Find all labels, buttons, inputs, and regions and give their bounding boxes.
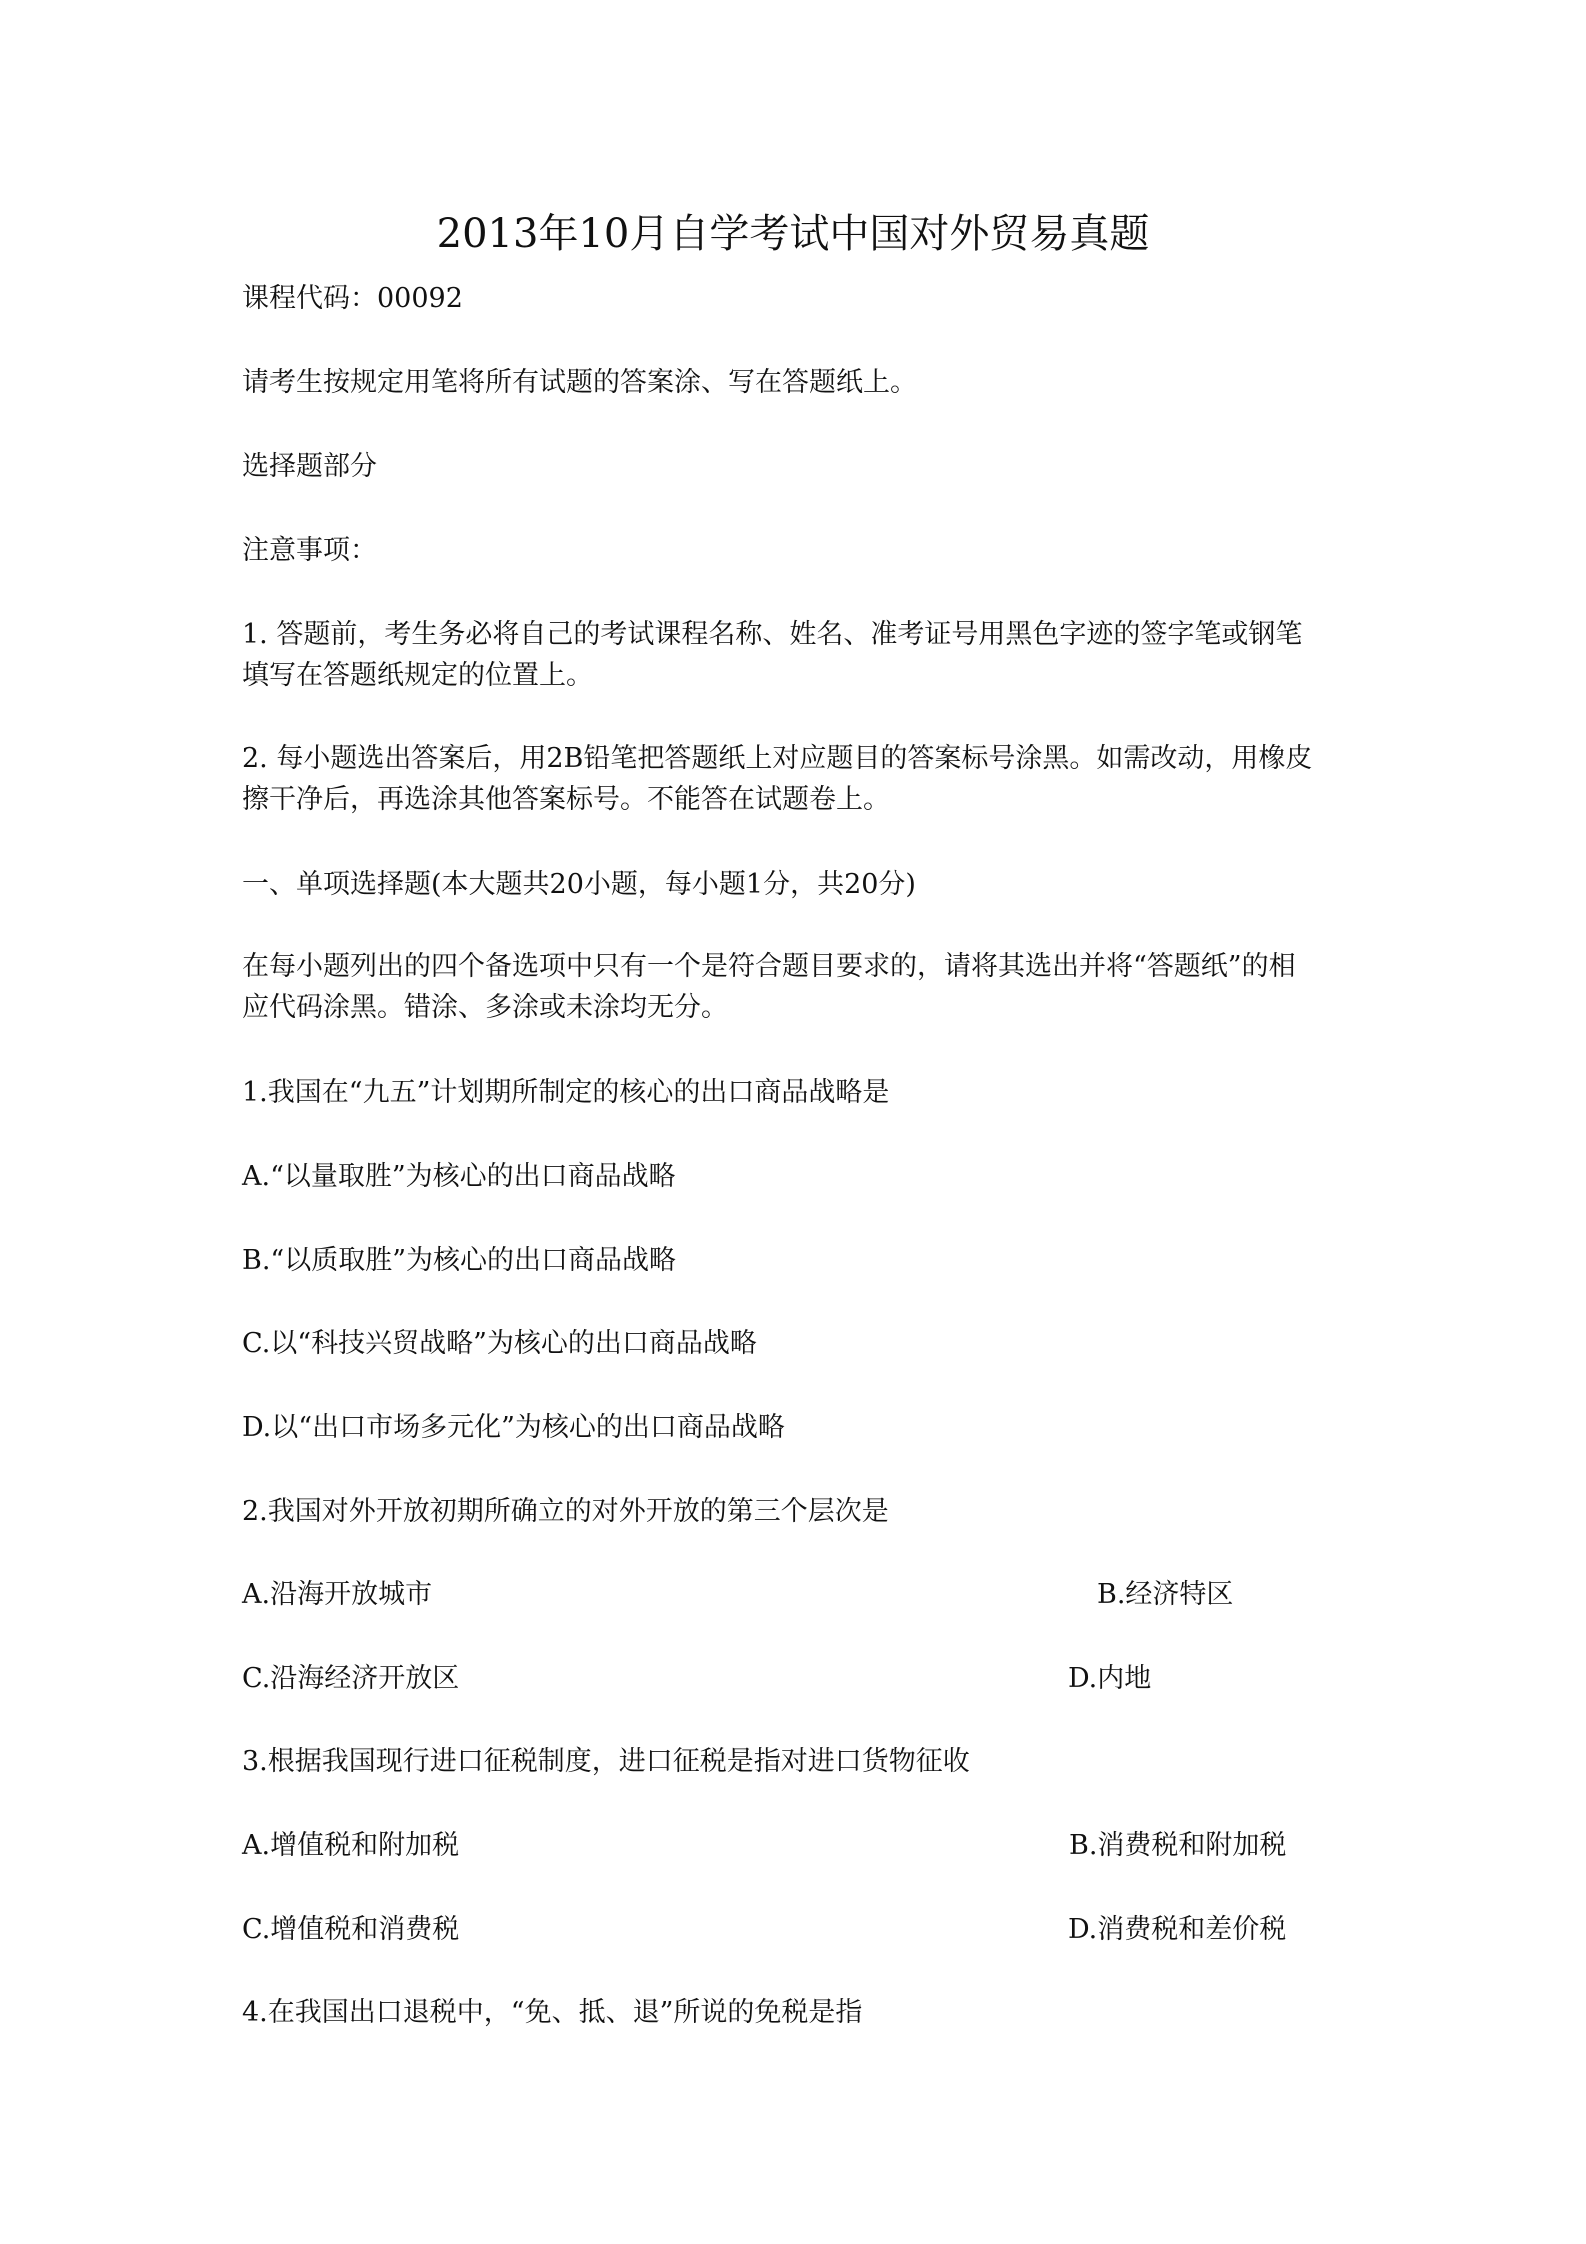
part-1-desc-line-2: 应代码涂黑。错涂、多涂或未涂均无分。 [242,992,728,1023]
question-2-option-b: B.经济特区 [1097,1579,1234,1610]
note-1-line-2: 填写在答题纸规定的位置上。 [242,660,593,691]
note-2-line-2: 擦干净后，再选涂其他答案标号。不能答在试题卷上。 [242,784,890,815]
question-1-option-b: B.“以质取胜”为核心的出口商品战略 [242,1245,677,1276]
section-label: 选择题部分 [242,451,377,482]
question-1-stem: 1.我国在“九五”计划期所制定的核心的出口商品战略是 [242,1077,890,1108]
question-3-stem: 3.根据我国现行进口征税制度，进口征税是指对进口货物征收 [242,1746,970,1777]
question-1-option-a: A.“以量取胜”为核心的出口商品战略 [242,1161,676,1192]
question-2-option-a: A.沿海开放城市 [242,1579,433,1610]
part-1-desc-line-1: 在每小题列出的四个备选项中只有一个是符合题目要求的，请将其选出并将“答题纸”的相 [242,951,1296,982]
question-3-option-d: D.消费税和差价税 [1068,1914,1287,1945]
notes-label: 注意事项： [242,535,377,566]
instruction-text: 请考生按规定用笔将所有试题的答案涂、写在答题纸上。 [242,367,917,398]
page-title: 2013年10月自学考试中国对外贸易真题 [436,211,1150,257]
question-2-option-d: D.内地 [1068,1663,1152,1694]
note-2-line-1: 2. 每小题选出答案后，用2B铅笔把答题纸上对应题目的答案标号涂黑。如需改动，用橡皮 [242,743,1313,774]
part-1-heading: 一、单项选择题(本大题共20小题，每小题1分，共20分) [242,869,916,900]
question-2-option-c: C.沿海经济开放区 [242,1663,460,1694]
question-2-stem: 2.我国对外开放初期所确立的对外开放的第三个层次是 [242,1496,889,1527]
question-1-option-c: C.以“科技兴贸战略”为核心的出口商品战略 [242,1328,757,1359]
question-4-stem: 4.在我国出口退税中，“免、抵、退”所说的免税是指 [242,1997,863,2028]
question-3-option-a: A.增值税和附加税 [242,1830,460,1861]
question-3-option-b: B.消费税和附加税 [1069,1830,1287,1861]
question-1-option-d: D.以“出口市场多元化”为核心的出口商品战略 [242,1412,785,1443]
question-3-option-c: C.增值税和消费税 [242,1914,460,1945]
course-code: 课程代码：00092 [242,283,463,314]
note-1-line-1: 1. 答题前，考生务必将自己的考试课程名称、姓名、准考证号用黑色字迹的签字笔或钢笔 [242,619,1303,650]
